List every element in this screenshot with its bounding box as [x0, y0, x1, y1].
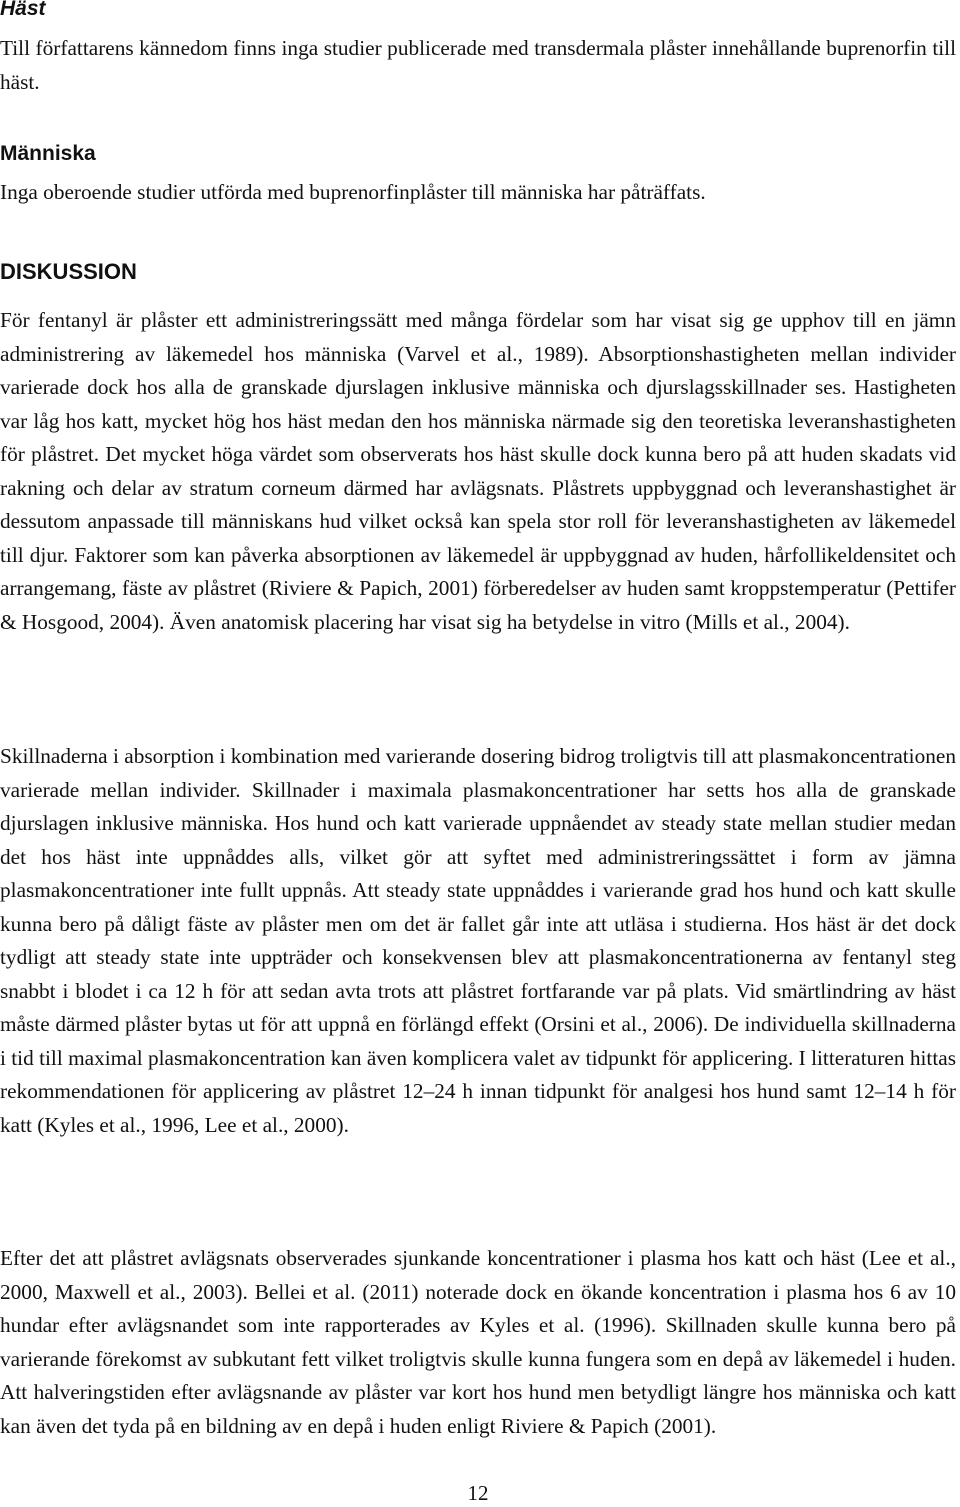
- subheading-manniska: Människa: [0, 142, 96, 165]
- subheading-hast: Häst: [0, 0, 46, 20]
- page-number: 12: [467, 1481, 489, 1505]
- paragraph-manniska: Inga oberoende studier utförda med buprenorfinplåster till människa har påträffats.: [0, 180, 706, 204]
- section-heading-diskussion: DISKUSSION: [0, 259, 137, 284]
- paragraph-diskussion-1: För fentanyl är plåster ett administreringssätt med många fördelar som har visat sig ge upphov till en jämn administrering av läkemedel hos människa (Varvel et al., 1989). Absorptionshastigheten mellan individer varierade dock hos alla de granskade djurslagen inklusive människa och djurslagsskillnader ses. Hastigheten var låg hos katt, mycket hög hos häst medan den hos människa närmade sig den teoretiska leveranshastigheten för plåstret. Det mycket höga värdet som observerats hos häst skulle dock kunna bero på att huden skadats vid rakning och delar av stratum corneum därmed har avlägsnats. Plåstrets uppbyggnad och leveranshastighet är dessutom anpassade till människans hud vilket också kan spela stor roll för leveranshastigheten av läkemedel till djur. Faktorer som kan påverka absorptionen av läkemedel är uppbyggnad av huden, hårfollikeldensitet och arrangemang, fäste av plåstret (Riviere & Papich, 2001) förberedelser av huden samt kroppstemperatur (Pettifer & Hosgood, 2004). Även anatomisk placering har visat sig ha betydelse in vitro (Mills et al., 2004).: [0, 308, 956, 634]
- paragraph-diskussion-2: Skillnaderna i absorption i kombination med varierande dosering bidrog troligtvis till att plasmakoncentrationen varierade mellan individer. Skillnader i maximala plasmakoncentrationer har setts hos alla de granskade djurslagen inklusive människa. Hos hund och katt varierade uppnåendet av steady state mellan studier medan det hos häst inte uppnåddes alls, vilket gör att syftet med administreringssättet i form av jämna plasmakoncentrationer inte fullt uppnås. Att steady state uppnåddes i varierande grad hos hund och katt skulle kunna bero på dåligt fäste av plåster men om det är fallet går inte att utläsa i studierna. Hos häst är det dock tydligt att steady state inte uppträder och konsekvensen blev att plasmakoncentrationerna av fentanyl steg snabbt i blodet i ca 12 h för att sedan avta trots att plåstret fortfarande var på plats. Vid smärtlindring av häst måste därmed plåster bytas ut för att uppnå en förlängd effekt (Orsini et al., 2006). De individuella skillnaderna i tid till maximal plasmakoncentration kan även komplicera valet av tidpunkt för applicering. I litteraturen hittas rekommendationen för applicering av plåstret 12–24 h innan tidpunkt för analgesi hos hund samt 12–14 h för katt (Kyles et al., 1996, Lee et al., 2000).: [0, 744, 956, 1137]
- paragraph-hast: Till författarens kännedom finns inga studier publicerade med transdermala plåster innehållande buprenorfin till häst.: [0, 36, 956, 94]
- paragraph-diskussion-3: Efter det att plåstret avlägsnats observerades sjunkande koncentrationer i plasma hos katt och häst (Lee et al., 2000, Maxwell et al., 2003). Bellei et al. (2011) noterade dock en ökande koncentration i plasma hos 6 av 10 hundar efter avlägsnandet som inte rapporterades av Kyles et al. (1996). Skillnaden skulle kunna bero på varierande förekomst av subkutant fett vilket troligtvis skulle kunna fungera som en depå av läkemedel i huden. Att halveringstiden efter avlägsnande av plåster var kort hos hund men betydligt längre hos människa och katt kan även det tyda på en bildning av en depå i huden enligt Riviere & Papich (2001).: [0, 1246, 956, 1438]
